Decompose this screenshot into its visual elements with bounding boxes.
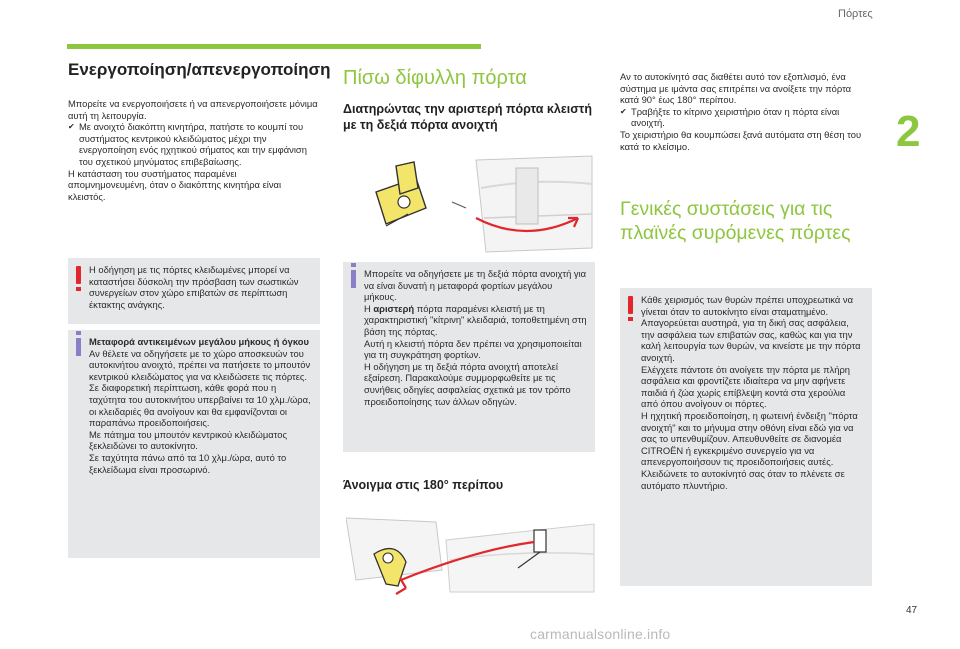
watermark: carmanualsonline.info xyxy=(530,626,671,642)
warning-paragraph: Απαγορεύεται αυστηρά, για τη δική σας ασφάλεια, την ασφάλεια των επιβατών σας, καθώς και για την καλή λειτουργία των θυρών, να κινείστε με την πόρτα ανοιχτή. xyxy=(641,317,861,363)
section-name: Πόρτες xyxy=(838,8,873,20)
info-title: Μεταφορά αντικειμένων μεγάλου μήκους ή όγκου xyxy=(89,336,309,347)
rear-doors-title: Πίσω δίφυλλη πόρτα xyxy=(343,67,527,89)
activation-intro: Μπορείτε να ενεργοποιήσετε ή να απενεργοποιήσετε μόνιμα αυτή τη λειτουργία. xyxy=(68,98,318,121)
warning-icon xyxy=(628,296,633,314)
activation-state: Η κατάσταση του συστήματος παραμένει απομνημονευμένη, όταν ο διακόπτης κινητήρα είναι κλειστός. xyxy=(68,167,282,202)
page-number: 47 xyxy=(906,605,918,616)
warning-paragraph: Κλειδώνετε το αυτοκίνητό σας όταν το πλένετε σε αυτόματο πλυντήριο. xyxy=(641,467,845,491)
warning-paragraph: Κάθε χειρισμός των θυρών πρέπει υποχρεωτικά να γίνεται όταν το αυτοκίνητο είναι σταματημένο. xyxy=(641,294,853,317)
info-paragraph: Αν θέλετε να οδηγήσετε με το χώρο αποσκευών του αυτοκινήτου ανοιχτό, πρέπει να πατήσετε το μπουτόν κεντρικού κλειδώματος για να κλειδώσετε τις πόρτες. Σε διαφορετική περίπτωση, κάθε φορά που η ταχύτητα του αυτοκινήτου υπερβαίνει τα 10 χλμ./ώρα, οι κλειδαριές θα ανοίγουν και θα εμφανίζονται οι παραπάνω προειδοποιήσεις. xyxy=(89,347,311,429)
warning-text: Η οδήγηση με τις πόρτες κλειδωμένες μπορεί να καταστήσει δύσκολη την πρόσβαση των σωστικών συνεργείων στον χώρο επιβατών σε περίπτωση έκτακτης ανάγκης. xyxy=(89,264,299,310)
warning-icon xyxy=(76,266,81,284)
strap-system-text xyxy=(620,71,872,152)
info-box-right-door-open xyxy=(343,262,595,452)
info-box-long-loads xyxy=(68,330,320,558)
info-text-rest: πόρτα παραμένει κλειστή με τη χαρακτηριστική "κίτρινη" κλειδαριά, τοποθετημένη στη βάση της πόρτας. xyxy=(364,302,587,337)
info-text-prefix: Η xyxy=(364,302,374,314)
strap-note: Το χειριστήριο θα κουμπώσει ξανά αυτόματα στη θέση του κατά το κλείσιμο. xyxy=(620,128,862,152)
info-paragraph: Σε ταχύτητα πάνω από τα 10 χλμ./ώρα, αυτό το ξεκλείδωμα είναι προσωρινό. xyxy=(89,451,287,475)
door-strap-illustration xyxy=(346,510,596,596)
strap-bullet: ✔ Τραβήξτε το κίτρινο χειριστήριο όταν η πόρτα είναι ανοιχτή. xyxy=(620,106,872,129)
info-paragraph: Αυτή η κλειστή πόρτα δεν πρέπει να χρησιμοποιείται για τη συγκράτηση φορτίων. xyxy=(364,337,582,361)
sliding-doors-title: Γενικές συστάσεις για τις πλαϊνές συρόμενες πόρτες xyxy=(620,198,851,244)
warning-box-sliding-doors xyxy=(620,288,872,586)
rear-door-lock-illustration xyxy=(356,148,594,254)
warning-paragraph: Ελέγχετε πάντοτε ότι ανοίγετε την πόρτα με πλήρη ασφάλεια και φροντίζετε ιδιαίτερα να μην αφήνετε παιδιά ή ζώα χωρίς επίβλεψη κοντά στα χερούλια από όπου ανοίγουν οι πόρτες. xyxy=(641,363,850,410)
activation-title: Ενεργοποίηση/απενεργοποίηση xyxy=(68,60,331,79)
activation-body xyxy=(68,98,318,202)
warning-paragraph: Η ηχητική προειδοποίηση, η φωτεινή ένδειξη "πόρτα ανοιχτή" και το μήνυμα στην οθόνη είναι εδώ για να σας το υπενθυμίζουν. Απευθυνθείτε σε διανομέα CITROËN ή εγκεκριμένο συνεργείο για να απενεργοποιήσουν τις προειδοποιήσεις αυτές. xyxy=(641,409,858,468)
info-paragraph xyxy=(364,303,587,338)
info-paragraph: Μπορείτε να οδηγήσετε με τη δεξιά πόρτα ανοιχτή για να είναι δυνατή η μεταφορά φορτίων μεγάλου μήκους. xyxy=(364,268,587,303)
warning-box-locked-doors xyxy=(68,258,320,324)
info-icon xyxy=(351,270,356,288)
opening-180-subtitle: Άνοιγμα στις 180° περίπου xyxy=(343,478,504,492)
header-rule xyxy=(67,44,481,49)
strap-intro: Αν το αυτοκίνητό σας διαθέτει αυτό τον εξοπλισμό, ένα σύστημα με ιμάντα σας επιτρέπει να ανοίξετε την πόρτα κατά 90° έως 180° περίπου. xyxy=(620,71,852,106)
info-paragraph: Με πάτημα του μπουτόν κεντρικού κλειδώματος ξεκλειδώνει το αυτοκίνητο. xyxy=(89,428,287,452)
activation-bullet: ✔ Με ανοιχτό διακόπτη κινητήρα, πατήστε το κουμπί του συστήματος κεντρικού κλειδώματος μέχρι την ενεργοποίηση ενός ηχητικού σήματος και την εμφάνιση του σχετικού μηνύματος επιβεβαίωσης. xyxy=(68,121,318,167)
info-paragraph: Η οδήγηση με τη δεξιά πόρτα ανοιχτή αποτελεί εξαίρεση. Παρακαλούμε συμμορφωθείτε με τις συνήθεις οδηγίες ασφαλείας σχετικά με τον τρόπο προειδοποίησης των άλλων οδηγών. xyxy=(364,360,571,407)
chapter-number: 2 xyxy=(896,107,921,156)
info-icon xyxy=(76,338,81,356)
left-door-closed-subtitle: Διατηρώντας την αριστερή πόρτα κλειστή με τη δεξιά πόρτα ανοιχτή xyxy=(343,102,592,132)
info-text-bold: αριστερή xyxy=(373,302,415,314)
